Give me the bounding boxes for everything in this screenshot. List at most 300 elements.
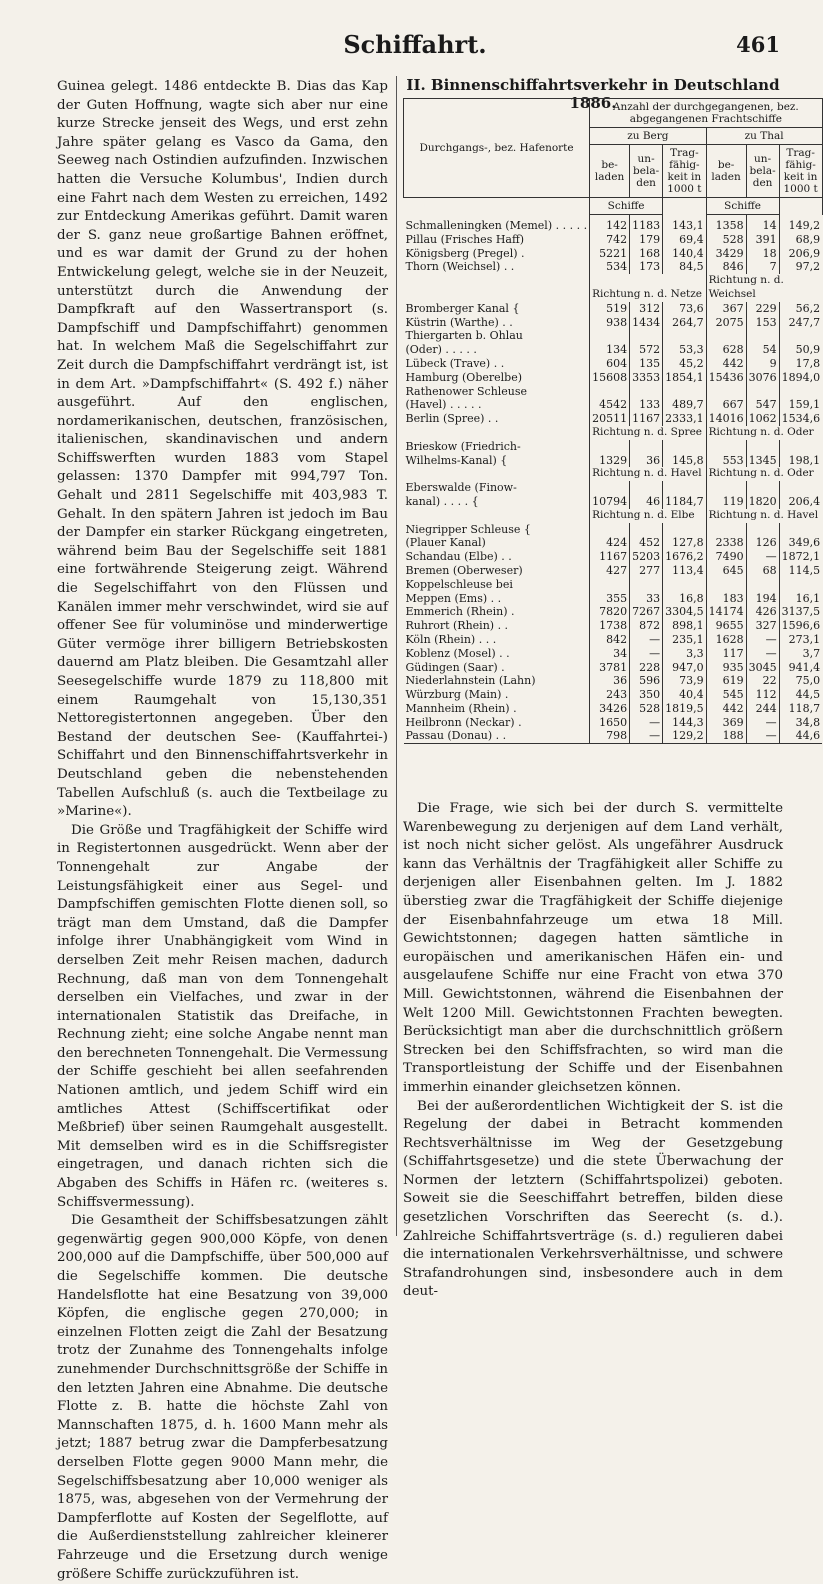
table-cell: 112 <box>746 688 779 702</box>
header-beladen: be-laden <box>706 145 746 198</box>
table-row <box>404 247 823 261</box>
table-cell: 68 <box>746 564 779 578</box>
table-row <box>404 357 823 371</box>
table-cell <box>779 578 822 592</box>
table-row <box>404 674 823 688</box>
table-cell: 16,8 <box>663 592 707 606</box>
table-cell: 3,3 <box>663 647 707 661</box>
table-cell: — <box>746 729 779 743</box>
table-cell: 133 <box>630 398 663 412</box>
row-place-name: Bromberger Kanal { <box>405 301 520 315</box>
direction-note: Richtung n. d. Spree <box>590 426 707 440</box>
header-schiffe: Schiffe <box>706 198 779 215</box>
table-row <box>404 536 823 550</box>
table-cell: 7267 <box>630 605 663 619</box>
row-place-name: (Plauer Kanal) <box>405 536 486 550</box>
paragraph: Bei der außerordentlichen Wichtigkeit der S. ist die Regelung der dabei in Betracht kommenden Rechtsverhältnisse im Weg der Gesetzgebung (Schiffahrtsgesetze) und die stete Überwachung der Normen der letztern (Schiffahrtspolizei) geboten. Soweit sie die Seeschiffahrt betreffen, bilden diese gesetzlichen Vorschriften das Seerecht (s. d.). Zahlreiche Schiffahrtsverträge (s. d.) regulieren dabei die internationalen Verkehrsverhältnisse, und schwere Strafandrohungen sind, insbesondere auch in dem deut- <box>403 1098 783 1300</box>
table-cell: 1329 <box>590 454 630 468</box>
table-cell: 1738 <box>590 619 630 633</box>
table-cell: 45,2 <box>663 357 707 371</box>
table-cell <box>779 385 822 399</box>
table-cell: 572 <box>630 343 663 357</box>
table-cell <box>590 329 630 343</box>
table-row <box>404 509 823 523</box>
table-cell: 369 <box>706 716 746 730</box>
table-cell <box>663 578 707 592</box>
header-thal: zu Thal <box>706 128 822 145</box>
table-cell: 2075 <box>706 316 746 330</box>
table-cell: 44,6 <box>779 729 822 743</box>
table-cell: 206,9 <box>779 247 822 261</box>
table-cell: 1894,0 <box>779 371 822 385</box>
row-place-name: Passau (Donau) . . <box>404 729 590 743</box>
table-cell: 46 <box>630 495 663 509</box>
table-cell: 391 <box>746 233 779 247</box>
table-cell: 127,8 <box>663 536 707 550</box>
table-cell <box>630 440 663 454</box>
row-place-name <box>404 426 590 440</box>
row-place-name: Güdingen (Saar) . <box>405 660 505 674</box>
table-cell: 20511 <box>590 412 630 426</box>
row-place-name: Eberswalde (Finow- <box>405 481 517 495</box>
table-cell: — <box>746 633 779 647</box>
table-cell <box>590 385 630 399</box>
paragraph: Die Größe und Tragfähigkeit der Schiffe wird in Registertonnen ausgedrückt. Wenn aber der Tonnengehalt zur Angabe der Leistungsfähigkeit einer aus Segel- und Dampfschiffen gemischten Flotte dienen soll, so trägt man dem Umstand, daß die Dampfer infolge ihrer Unabhängigkeit vom Wind in derselben Zeit mehr Reisen machen, dadurch Rechnung, daß man von dem Tonnengehalt derselben ein Vielfaches, und zwar in der internationalen Statistik das Dreifache, in Rechnung zieht; eine solche Angabe nennt man den berechneten Tonnengehalt. Die Vermessung der Schiffe geschieht bei allen seefahrenden Nationen amtlich, und jedem Schiff wird ein amtliches Attest (Schiffscertifikat oder Meßbrief) über seinen Raumgehalt ausgestellt. Mit demselben wird es in die Schiffsregister eingetragen, und danach richten sich die Abgaben des Schiffs in Häfen rc. (weiteres s. Schiffsvermessung). <box>57 822 388 1210</box>
table-cell: 188 <box>706 729 746 743</box>
table-cell: 119 <box>706 495 746 509</box>
table-cell: 34 <box>590 647 630 661</box>
table-cell <box>706 523 746 537</box>
table-cell: 547 <box>746 398 779 412</box>
table-row <box>404 316 823 330</box>
row-place-name: Hamburg (Oberelbe) <box>405 370 522 384</box>
table-cell <box>590 523 630 537</box>
row-place-name: Wilhelms-Kanal) { <box>405 453 508 467</box>
table-cell: 229 <box>746 302 779 316</box>
table-row <box>404 343 823 357</box>
table-cell: 173 <box>630 260 663 274</box>
table-cell: 34,8 <box>779 716 822 730</box>
table-cell: 168 <box>630 247 663 261</box>
row-place-name: Niegripper Schleuse { <box>405 522 531 536</box>
table-cell <box>706 329 746 343</box>
table-cell: 3137,5 <box>779 605 822 619</box>
table-cell: 798 <box>590 729 630 743</box>
table-cell: 228 <box>630 661 663 675</box>
table-cell: 50,9 <box>779 343 822 357</box>
table-row <box>404 329 823 343</box>
table-row <box>404 274 823 302</box>
table-row <box>404 592 823 606</box>
table-cell: 179 <box>630 233 663 247</box>
table-cell: 947,0 <box>663 661 707 675</box>
row-place-name: Königsberg (Pregel) . <box>405 246 525 260</box>
paragraph: Die Gesamtheit der Schiffsbesatzungen zählt gegenwärtig gegen 900,000 Köpfe, von denen 200,000 auf die Dampfschiffe, über 500,000 auf die Segelschiffe kommen. Die deutsche Handelsflotte hat eine Besatzung von 39,000 Köpfen, die englische gegen 270,000; in einzelnen Flotten zeigt die Zahl der Besatzung trotz der Zunahme des Tonnengehalts infolge zunehmender Durchschnittsgröße der Schiffe in den letzten Jahren eine Abnahme. Die deutsche Flotte z. B. hatte die höchste Zahl von Mannschaften 1875, d. h. 1600 Mann mehr als jetzt; 1887 betrug zwar die Dampferbesatzung derselben Flotte gegen 9000 Mann mehr, die Segelschiffsbesatzung aber 10,000 weniger als 1875, was, abgesehen von der Vermehrung der Dampferflotte auf Kosten der Segelflotte, auf die Außerdienststellung zahlreicher kleinerer Fahrzeuge und die Ersetzung durch wenige größere Schiffe zurückzuführen ist. <box>57 1213 388 1582</box>
table-row <box>404 578 823 592</box>
table-row <box>404 215 823 233</box>
table-cell: 528 <box>630 702 663 716</box>
table-cell: 312 <box>630 302 663 316</box>
row-place-name: Rathenower Schleuse <box>405 384 528 398</box>
table-cell: 742 <box>590 233 630 247</box>
table-cell: 243 <box>590 688 630 702</box>
table-cell: 1184,7 <box>663 495 707 509</box>
direction-note: Richtung n. d. Netze <box>590 274 707 302</box>
table-cell <box>663 440 707 454</box>
table-cell <box>630 481 663 495</box>
page-number: 461 <box>736 32 780 57</box>
row-place-name: Bremen (Oberweser) <box>405 563 523 577</box>
table-cell: 426 <box>746 605 779 619</box>
table-cell: 73,6 <box>663 302 707 316</box>
left-column <box>57 78 388 1584</box>
table-cell: — <box>630 729 663 743</box>
table-cell: 144,3 <box>663 716 707 730</box>
table-cell <box>630 329 663 343</box>
table-cell: 604 <box>590 357 630 371</box>
table-cell: 149,2 <box>779 215 822 233</box>
table-cell: 628 <box>706 343 746 357</box>
table-cell: 277 <box>630 564 663 578</box>
table-cell: 69,4 <box>663 233 707 247</box>
table-cell <box>779 523 822 537</box>
table-cell: 142 <box>590 215 630 233</box>
direction-note: Richtung n. d. Havel <box>590 467 707 481</box>
row-place-name: Würzburg (Main) . <box>405 688 509 702</box>
table-cell: 1345 <box>746 454 779 468</box>
table-cell: 145,8 <box>663 454 707 468</box>
table-cell: 36 <box>630 454 663 468</box>
row-place-name <box>404 467 590 481</box>
table-cell: 73,9 <box>663 674 707 688</box>
table-cell: 872 <box>630 619 663 633</box>
table-cell <box>746 329 779 343</box>
row-place-name: Meppen (Ems) . . <box>405 591 502 605</box>
table-cell: 367 <box>706 302 746 316</box>
table-cell: 36 <box>590 674 630 688</box>
row-place-name: Ruhrort (Rhein) . . <box>405 619 509 633</box>
table-row <box>404 454 823 468</box>
table-cell: 1434 <box>630 316 663 330</box>
header-schiffe: Schiffe <box>590 198 663 215</box>
table-cell <box>746 523 779 537</box>
table-cell: 427 <box>590 564 630 578</box>
row-place-name: Schandau (Elbe) . . <box>405 550 512 564</box>
table-cell: 519 <box>590 302 630 316</box>
table-cell: 1854,1 <box>663 371 707 385</box>
row-place-name <box>404 274 590 302</box>
table-row <box>404 233 823 247</box>
table-cell: 75,0 <box>779 674 822 688</box>
table-cell: 1183 <box>630 215 663 233</box>
table-row <box>404 633 823 647</box>
table-cell: 159,1 <box>779 398 822 412</box>
row-place-name: Heilbronn (Neckar) . <box>405 715 522 729</box>
table-cell: 3426 <box>590 702 630 716</box>
row-place-name: Schmalleningken (Memel) . . . . . <box>405 219 588 232</box>
row-place-name: Berlin (Spree) . . <box>405 412 499 426</box>
header-unbeladen: un-bela-den <box>630 145 663 198</box>
table-cell: 114,5 <box>779 564 822 578</box>
table-cell: 528 <box>706 233 746 247</box>
row-place-name: Brieskow (Friedrich- <box>405 439 521 453</box>
table-cell <box>663 329 707 343</box>
row-place-name: Emmerich (Rhein) . <box>405 605 515 619</box>
table-cell: — <box>746 716 779 730</box>
table-row <box>404 440 823 454</box>
table-cell: 2333,1 <box>663 412 707 426</box>
table-row <box>404 564 823 578</box>
table-cell: 129,2 <box>663 729 707 743</box>
table-row <box>404 716 823 730</box>
table-cell <box>706 578 746 592</box>
table-cell <box>779 440 822 454</box>
table-cell: 206,4 <box>779 495 822 509</box>
table-cell: 53,3 <box>663 343 707 357</box>
table-cell: 667 <box>706 398 746 412</box>
table-cell: 3076 <box>746 371 779 385</box>
table-row <box>404 260 823 274</box>
row-place-name: Thiergarten b. Ohlau <box>405 329 523 343</box>
direction-note: Richtung n. d. Elbe <box>590 509 707 523</box>
header-stub: Durchgangs-, bez. Hafenorte <box>404 99 590 198</box>
table-cell: 3429 <box>706 247 746 261</box>
table-cell: 135 <box>630 357 663 371</box>
header-tragfaehigkeit: Trag-fähig-keit in 1000 t <box>663 145 707 198</box>
table-cell <box>630 578 663 592</box>
table-cell: — <box>630 647 663 661</box>
table-cell: 183 <box>706 592 746 606</box>
table-cell: 118,7 <box>779 702 822 716</box>
table-cell <box>746 578 779 592</box>
table-cell <box>663 481 707 495</box>
table-cell: 1596,6 <box>779 619 822 633</box>
row-place-name: (Oder) . . . . . <box>405 343 477 357</box>
table-cell: 14 <box>746 215 779 233</box>
table-cell: 898,1 <box>663 619 707 633</box>
table-cell: 44,5 <box>779 688 822 702</box>
table-container <box>403 98 821 744</box>
running-title: Schiffahrt. <box>343 30 487 59</box>
table-cell: 3781 <box>590 661 630 675</box>
table-row <box>404 702 823 716</box>
table-body <box>404 215 823 744</box>
table-cell <box>779 329 822 343</box>
table-row <box>404 661 823 675</box>
table-cell: 1676,2 <box>663 550 707 564</box>
header-group: Anzahl der durchgegangenen, bez. abgegangenen Frachtschiffe <box>590 99 823 128</box>
table-cell: 7820 <box>590 605 630 619</box>
row-place-name: (Havel) . . . . . <box>405 398 482 412</box>
row-place-name: Koppelschleuse bei <box>405 577 513 591</box>
table-cell: 842 <box>590 633 630 647</box>
table-row <box>404 605 823 619</box>
table-cell: 22 <box>746 674 779 688</box>
table-cell: 7490 <box>706 550 746 564</box>
row-place-name: Lübeck (Trave) . . <box>405 356 505 370</box>
table-cell: 134 <box>590 343 630 357</box>
table-cell: 126 <box>746 536 779 550</box>
table-cell: 442 <box>706 702 746 716</box>
paragraph: Guinea gelegt. 1486 entdeckte B. Dias das Kap der Guten Hoffnung, wagte sich aber nur eine kurze Strecke jenseit des Wegs, und erst zehn Jahre später gelang es Vasco da Gama, den Seeweg nach Ostindien aufzufinden. Inzwischen hatten die Versuche Kolumbus', Indien durch eine Fahrt nach dem Westen zu erreichen, 1492 zur Entdeckung Amerikas geführt. Damit waren der S. ganz neue großartige Bahnen eröffnet, und es war damit der Grund zu der hohen Entwickelung gelegt, welche sie in der Neuzeit, unterstützt durch die Anwendung der Dampfkraft auf den Wassertransport (s. Dampfschiff und Dampfschiffahrt) genommen hat. In welchem Maß die Segelschiffahrt zur Zeit durch die Dampfschiffahrt verdrängt ist, ist in dem Art. »Dampfschiffahrt« (S. 492 f.) näher ausgeführt. Auf den englischen, nordamerikanischen, deutschen, französischen, italienischen, skandinavischen und andern Schiffswerften wurden 1883 vom Stapel gelassen: 1370 Dampfer mit 994,797 Ton. Gehalt und 2811 Segelschiffe mit 403,983 T. Gehalt. In den spätern Jahren ist jedoch im Bau der Dampfer ein starker Rückgang eingetreten, während beim Bau der Segelschiffe seit 1881 eine fortwährende Steigerung zeigt. Während die Segelschiffahrt von den Flüssen und Kanälen immer mehr verschwindet, wird sie auf offener See für voluminöse und minderwertige Güter vermöge ihrer billigern Betriebskosten dauernd am Platz bleiben. Die Gesamtzahl aller Seesegelschiffe wurde 1879 zu 118,800 mit einem Raumgehalt von 15,130,351 Nettoregistertonnen angegeben. Über den Bestand der deutschen See- (Kauffahrtei-) Schiffahrt und den Binnenschiffahrtsverkehr in Deutschland geben die nebenstehenden Tabellen Aufschluß (s. auch die Textbeilage zu »Marine«). <box>57 79 388 820</box>
header-beladen: be-laden <box>590 145 630 198</box>
table-row <box>404 550 823 564</box>
table-cell: 1062 <box>746 412 779 426</box>
table-row <box>404 371 823 385</box>
table-cell: 350 <box>630 688 663 702</box>
row-place-name: Küstrin (Warthe) . . <box>405 315 513 329</box>
table-cell: 264,7 <box>663 316 707 330</box>
table-cell <box>706 481 746 495</box>
table-row <box>404 412 823 426</box>
table-cell: 40,4 <box>663 688 707 702</box>
table-cell: 327 <box>746 619 779 633</box>
table-cell: 1167 <box>590 550 630 564</box>
table-row <box>404 729 823 743</box>
header-unbeladen: un-bela-den <box>746 145 779 198</box>
table-cell <box>630 385 663 399</box>
table-cell: 452 <box>630 536 663 550</box>
table-cell: 33 <box>630 592 663 606</box>
table-cell: 14174 <box>706 605 746 619</box>
column-divider <box>396 76 397 1236</box>
table-row <box>404 467 823 481</box>
table-cell: 235,1 <box>663 633 707 647</box>
table-row <box>404 426 823 440</box>
table-cell: 153 <box>746 316 779 330</box>
table-cell: 16,1 <box>779 592 822 606</box>
table-cell: 3353 <box>630 371 663 385</box>
table-cell: — <box>630 716 663 730</box>
table-cell: 143,1 <box>663 215 707 233</box>
table-cell: 1534,6 <box>779 412 822 426</box>
table-cell <box>590 481 630 495</box>
table-cell: 424 <box>590 536 630 550</box>
row-place-name: Mannheim (Rhein) . <box>405 701 517 715</box>
table-cell: 2338 <box>706 536 746 550</box>
table-cell: 534 <box>590 260 630 274</box>
table-row <box>404 619 823 633</box>
header-tragfaehigkeit: Trag-fähig-keit in 1000 t <box>779 145 822 198</box>
table-cell <box>663 385 707 399</box>
table-cell <box>746 385 779 399</box>
table-cell: 619 <box>706 674 746 688</box>
table-cell: 1358 <box>706 215 746 233</box>
table-cell: 1820 <box>746 495 779 509</box>
table-cell <box>630 523 663 537</box>
table-cell: 15608 <box>590 371 630 385</box>
table-cell: 18 <box>746 247 779 261</box>
table-row <box>404 302 823 316</box>
table-cell: 553 <box>706 454 746 468</box>
table-row <box>404 688 823 702</box>
table-cell: 941,4 <box>779 661 822 675</box>
row-place-name: Köln (Rhein) . . . <box>405 632 497 646</box>
table-cell: — <box>630 633 663 647</box>
table-cell: 7 <box>746 260 779 274</box>
table-cell: 68,9 <box>779 233 822 247</box>
table-row <box>404 495 823 509</box>
table-row <box>404 523 823 537</box>
table-cell <box>746 481 779 495</box>
table-cell: 846 <box>706 260 746 274</box>
header-berg: zu Berg <box>590 128 707 145</box>
table-cell <box>706 440 746 454</box>
table-cell: 97,2 <box>779 260 822 274</box>
table-cell: 935 <box>706 661 746 675</box>
table-cell: 273,1 <box>779 633 822 647</box>
table-cell: 9655 <box>706 619 746 633</box>
table-cell: 54 <box>746 343 779 357</box>
table-cell <box>590 440 630 454</box>
table-cell: 938 <box>590 316 630 330</box>
table-cell: 645 <box>706 564 746 578</box>
table-cell: 3045 <box>746 661 779 675</box>
table-cell: 247,7 <box>779 316 822 330</box>
table-cell: 56,2 <box>779 302 822 316</box>
table-cell <box>663 523 707 537</box>
row-place-name: Niederlahnstein (Lahn) <box>405 674 536 688</box>
row-place-name: Koblenz (Mosel) . . <box>405 646 510 660</box>
table-cell: 1872,1 <box>779 550 822 564</box>
table-cell: 10794 <box>590 495 630 509</box>
table-cell: 349,6 <box>779 536 822 550</box>
direction-note: Richtung n. d. Oder <box>706 467 822 481</box>
table-title: II. Binnenschiffahrtsverkehr in Deutschland 1886. <box>406 76 780 112</box>
direction-note: Richtung n. d. Havel <box>706 509 822 523</box>
direction-note: Richtung n. d. Weichsel <box>706 274 822 302</box>
table-cell: 442 <box>706 357 746 371</box>
right-column-text <box>403 800 783 1302</box>
table-cell: 84,5 <box>663 260 707 274</box>
table-cell: 1167 <box>630 412 663 426</box>
table-cell: 117 <box>706 647 746 661</box>
table-cell: 1819,5 <box>663 702 707 716</box>
table-cell: 545 <box>706 688 746 702</box>
table-cell <box>706 385 746 399</box>
row-place-name: Pillau (Frisches Haff) <box>405 232 525 246</box>
table-cell: 3,7 <box>779 647 822 661</box>
page-header <box>50 30 780 70</box>
table-cell <box>590 578 630 592</box>
shipping-table <box>403 98 823 744</box>
direction-note: Richtung n. d. Oder <box>706 426 822 440</box>
table-cell: 198,1 <box>779 454 822 468</box>
table-row <box>404 398 823 412</box>
table-cell: 15436 <box>706 371 746 385</box>
table-cell: 4542 <box>590 398 630 412</box>
table-cell: 17,8 <box>779 357 822 371</box>
table-cell: 244 <box>746 702 779 716</box>
row-place-name <box>404 509 590 523</box>
table-cell <box>746 440 779 454</box>
table-cell: 140,4 <box>663 247 707 261</box>
table-cell: 5203 <box>630 550 663 564</box>
row-place-name: kanal) . . . . { <box>405 494 479 508</box>
table-cell: — <box>746 647 779 661</box>
table-cell: 1628 <box>706 633 746 647</box>
table-cell: 194 <box>746 592 779 606</box>
table-row <box>404 481 823 495</box>
table-cell: 1650 <box>590 716 630 730</box>
table-cell: 489,7 <box>663 398 707 412</box>
table-cell: 355 <box>590 592 630 606</box>
table-cell: 3304,5 <box>663 605 707 619</box>
table-cell: 113,4 <box>663 564 707 578</box>
table-cell: 5221 <box>590 247 630 261</box>
table-cell: 14016 <box>706 412 746 426</box>
paragraph: Die Frage, wie sich bei der durch S. vermittelte Warenbewegung zu derjenigen auf dem Land verhält, ist noch nicht sicher gelöst. Als ungefährer Ausdruck kann das Verhältnis der Tragfähigkeit aller Schiffe zu derjenigen aller Eisenbahnen gelten. Im J. 1882 überstieg zwar die Tragfähigkeit der Schiffe diejenige der Eisenbahnfahrzeuge um etwa 18 Mill. Gewichtstonnen; dagegen hatten sämtliche in europäischen und amerikanischen Häfen ein- und ausgelaufene Schiffe nur eine Fracht von etwa 370 Mill. Gewichtstonnen, während die Eisenbahnen der Welt 1200 Mill. Gewichtstonnen Frachten bewegten. Berücksichtigt man aber die durchschnittlich größern Strecken bei den Schiffsfrachten, so wird man die Transportleistung der Schiffe und der Eisenbahnen immerhin einander gleichsetzen können. <box>403 801 783 1095</box>
